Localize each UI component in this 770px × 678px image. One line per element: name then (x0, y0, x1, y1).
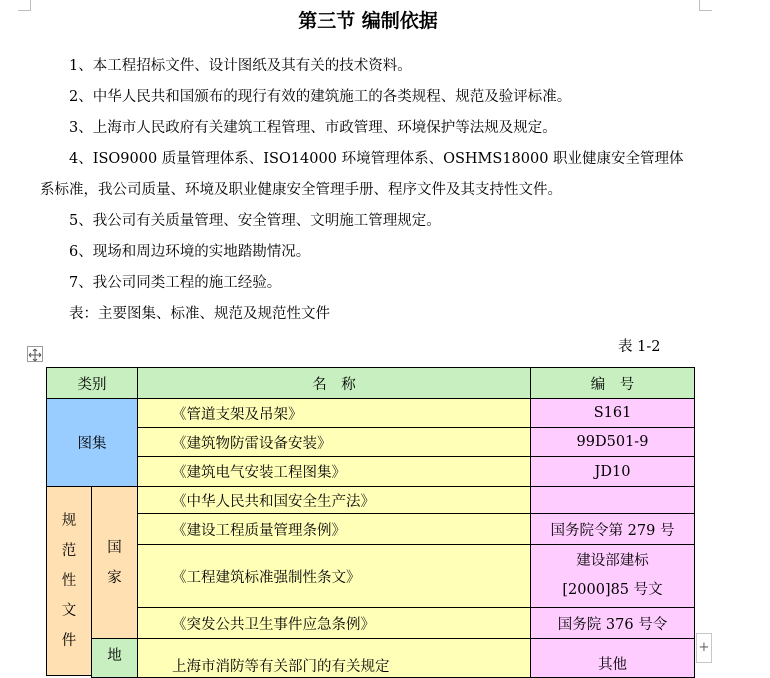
row-4-name: 《中华人民共和国安全生产法》 (137, 486, 531, 514)
paragraph-1: 1、本工程招标文件、设计图纸及其有关的技术资料。 (69, 58, 412, 74)
row-3-code: JD10 (530, 456, 695, 487)
add-column-button[interactable] (696, 633, 712, 663)
row-6-name: 《工程建筑标准强制性条文》 (137, 544, 531, 608)
table-move-handle[interactable] (27, 346, 43, 362)
paragraph-4: 4、ISO9000 质量管理体系、ISO14000 环境管理体系、OSHMS18000 职业健康安全管理体 (69, 151, 684, 167)
paragraph-4-continued: 系标准，我公司质量、环境及职业健康安全管理手册、程序文件及其支持性文件。 (40, 182, 562, 198)
row-2-name: 《建筑物防雷设备安装》 (137, 427, 531, 457)
subcategory-national: 国 家 (91, 486, 138, 639)
row-8-name: 上海市消防等有关部门的有关规定 (137, 638, 531, 678)
section-title: 第三节 编制依据 (298, 10, 438, 32)
category-spec-documents: 规 范 性 文 件 (46, 486, 92, 676)
subcategory-local: 地 (91, 638, 138, 678)
paragraph-5: 5、我公司有关质量管理、安全管理、文明施工管理规定。 (69, 213, 441, 229)
paragraph-3: 3、上海市人民政府有关建筑工程管理、市政管理、环境保护等法规及规定。 (69, 120, 557, 136)
move-arrows-icon (28, 348, 42, 362)
paragraph-6: 6、现场和周边环境的实地踏勘情况。 (69, 244, 311, 260)
row-3-name: 《建筑电气安装工程图集》 (137, 456, 531, 487)
row-2-code: 99D501-9 (530, 427, 695, 457)
plus-icon: + (698, 640, 710, 655)
row-7-code: 国务院 376 号令 (530, 607, 695, 639)
header-category: 类别 (46, 367, 138, 399)
table-number: 表 1-2 (618, 339, 661, 355)
paragraph-7: 7、我公司同类工程的施工经验。 (69, 275, 282, 291)
header-code: 编 号 (530, 367, 695, 399)
row-4-code (530, 486, 695, 514)
row-8-code: 其他 (530, 638, 695, 678)
row-5-code: 国务院令第 279 号 (530, 513, 695, 545)
row-1-name: 《管道支架及吊架》 (137, 398, 531, 428)
header-name: 名 称 (137, 367, 531, 399)
row-1-code: S161 (530, 398, 695, 428)
row-6-code: 建设部建标 [2000]85 号文 (530, 544, 695, 608)
row-7-name: 《突发公共卫生事件应急条例》 (137, 607, 531, 639)
paragraph-2: 2、中华人民共和国颁布的现行有效的建筑施工的各类规程、规范及验评标准。 (69, 89, 572, 105)
category-atlas: 图集 (46, 398, 138, 487)
table-caption: 表：主要图集、标准、规范及规范性文件 (69, 306, 330, 322)
row-5-name: 《建设工程质量管理条例》 (137, 513, 531, 545)
